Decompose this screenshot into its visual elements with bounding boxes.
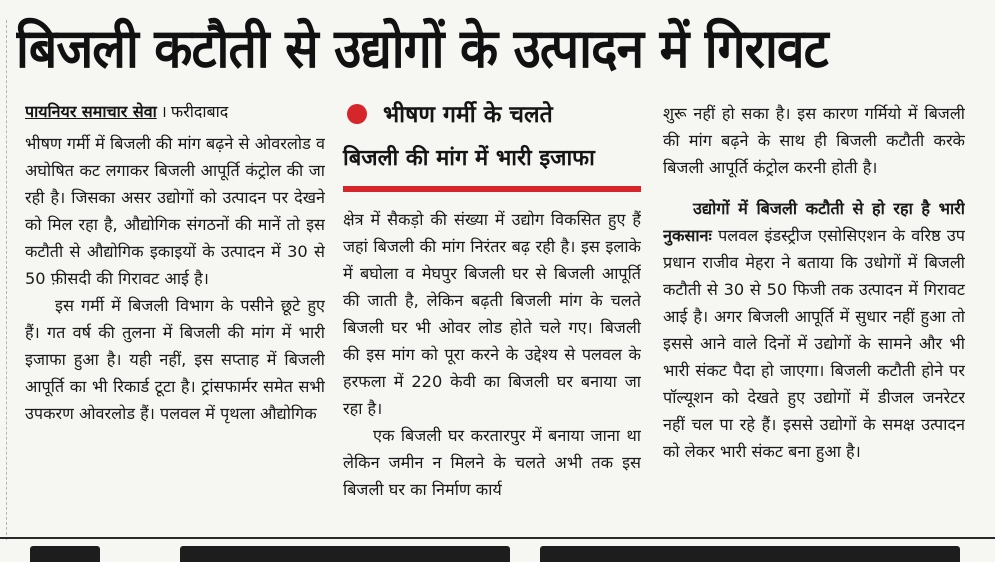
column-3-paragraph-2 — [663, 195, 965, 465]
cutoff-glyphs-3 — [540, 546, 960, 562]
next-headline-cutoff — [20, 540, 970, 562]
bottom-divider — [0, 537, 995, 539]
byline-service: पायनियर समाचार सेवा — [25, 102, 157, 121]
column-1-paragraph-1: भीषण गर्मी में बिजली की मांग बढ़ने से ओवरलोड व अघोषित कट लगाकर बिजली आपूर्ति कंट्रोल की जा रही है। जिसका असर उद्योगों को उत्पादन पर देखने को मिल रहा है, औद्योगिक संगठनों की मानें तो इस कटौती से औद्योगिक इकाइयों के उत्पादन में 30 से 50 फ़ीसदी की गिरावट आई है। — [25, 134, 325, 288]
column-3-paragraph-2-text: पलवल इंडस्ट्रीज एसोसिएशन के वरिष्ठ उप प्रधान राजीव मेहरा ने बताया कि उधोगों में बिजली कटौती से 30 से 50 फिजी तक उत्पादन में गिरावट आई है। अगर बिजली आपूर्ति में सुधार नहीं हुआ तो इससे आने वाले दिनों में उद्योगों के सामने और भी भारी संकट पैदा हो जाएगा। बिजली कटौती होने पर पॉल्यूशन को देखते हुए उद्योगों में डीजल जनरेटर नहीं चल पा रहे हैं। इससे उद्योगों के समक्ष उत्पादन को लेकर भारी संकट बना हुआ है। — [663, 226, 965, 461]
highlight-line-2: बिजली की मांग में भारी इजाफा — [343, 146, 595, 171]
column-3-subheading: उद्योगों में बिजली कटौती से हो रहा है भारी नुकसानः — [663, 199, 965, 245]
article-column-2 — [343, 206, 641, 536]
column-1-paragraph-2: इस गर्मी में बिजली विभाग के पसीने छूटे हुए हैं। गत वर्ष की तुलना में बिजली की मांग में भारी इजाफा हुआ है। यही नहीं, इस सप्ताह में बिजली आपूर्ति का भी रिकार्ड टूटा है। ट्रांसफार्मर समेत सभी उपकरण ओवरलोड हैं। पलवल में पृथला औद्योगिक — [25, 296, 325, 423]
column-2-paragraph-2: एक बिजली घर करतारपुर में बनाया जाना था लेकिन जमीन न मिलने के चलते अभी तक इस बिजली घर का निर्माण कार्य — [343, 426, 641, 499]
highlight-box — [343, 96, 641, 196]
cutoff-glyphs-2 — [180, 546, 510, 562]
byline — [25, 100, 325, 124]
byline-city: फरीदाबाद — [170, 102, 229, 121]
red-bullet-icon — [347, 104, 367, 124]
byline-separator: । — [160, 102, 167, 121]
article-column-1 — [25, 130, 325, 530]
cutoff-glyphs-1 — [30, 546, 100, 562]
column-3-paragraph-1: शुरू नहीं हो सका है। इस कारण गर्मियो में बिजली की मांग बढ़ने के साथ ही बिजली कटौती करके बिजली आपूर्ति कंट्रोल करनी होती है। — [663, 104, 965, 177]
article-headline: बिजली कटौती से उद्योगों के उत्पादन में गिरावट — [16, 17, 828, 80]
page-margin-rule — [6, 20, 7, 540]
highlight-underline-bar — [343, 186, 641, 192]
article-column-3 — [663, 100, 965, 530]
highlight-line-1: भीषण गर्मी के चलते — [383, 102, 553, 128]
column-2-paragraph-1: क्षेत्र में सैकड़ो की संख्या में उद्योग विकसित हुए हैं जहां बिजली की मांग निरंतर बढ़ रही है। इस इलाके में बघोला व मेघपुर बिजली घर से बिजली आपूर्ति की जाती है, लेकिन बढ़ती बिजली मांग के चलते बिजली घर भी ओवर लोड होते चले गए। बिजली की इस मांग को पूरा करने के उद्देश्य से पलवल के हरफला में 220 केवी का बिजली घर बनाया जा रहा है। — [343, 210, 641, 418]
